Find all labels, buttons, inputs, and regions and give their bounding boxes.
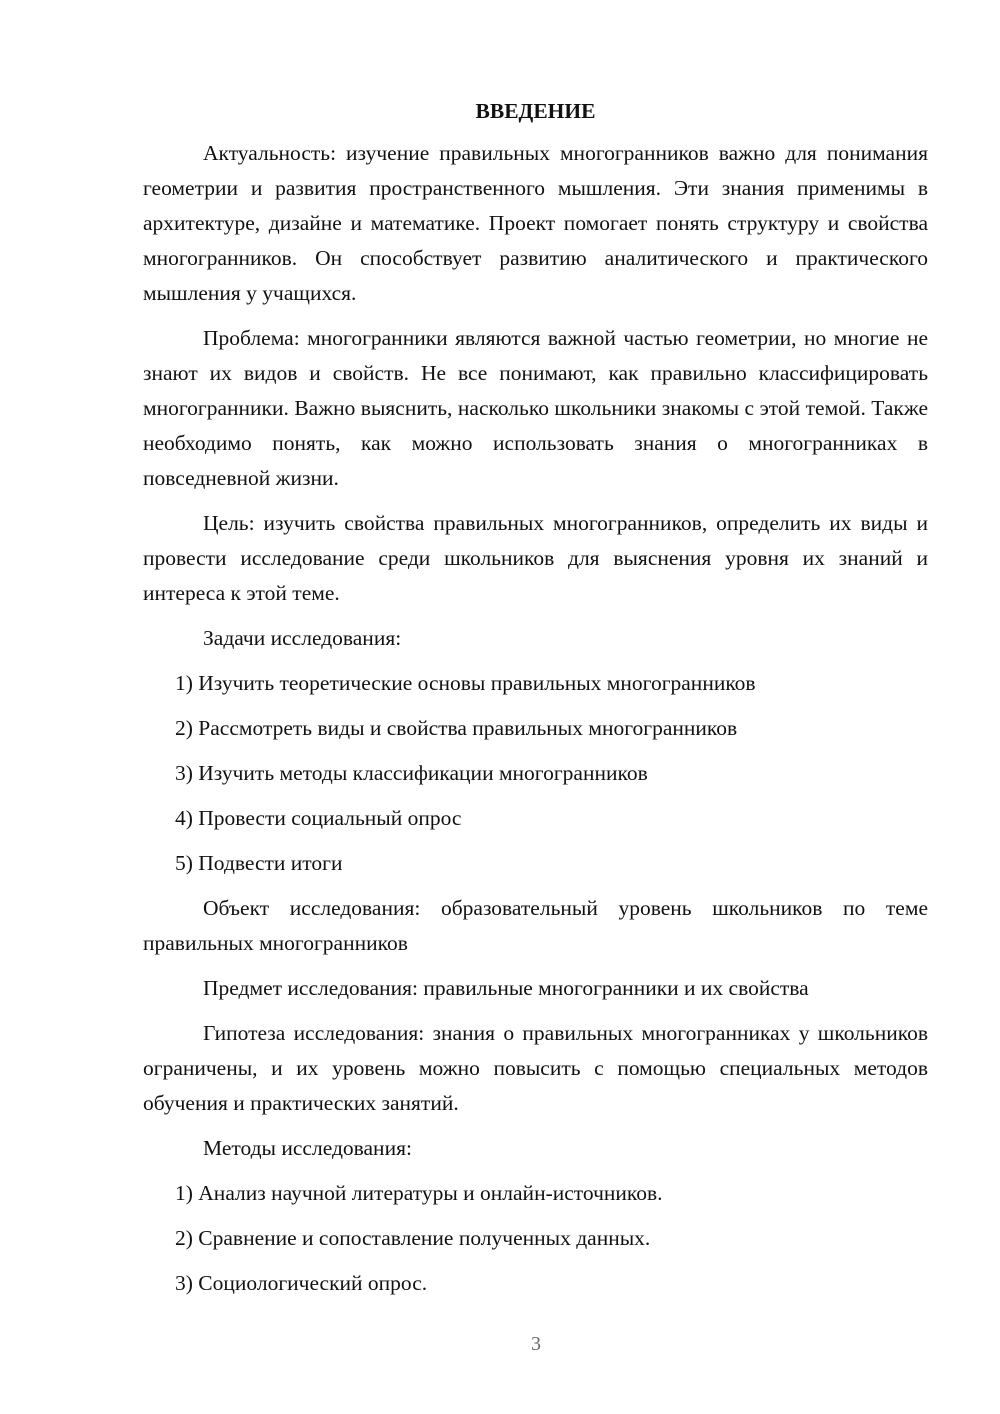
tasks-title: Задачи исследования: [203,626,402,650]
task-item: 3) Изучить методы классификации многогранников [175,761,648,785]
task-item: 5) Подвести итоги [175,851,343,875]
relevance-paragraph: Актуальность: изучение правильных многогранников важно для понимания геометрии и развития пространственного мышления. Эти знания применимы в архитектуре, дизайне и математике. Проект помогает понять структуру и свойства многогранников. Он способствует развитию аналитического и практического мышления у учащихся. [143,141,928,305]
task-item: 4) Провести социальный опрос [175,806,462,830]
method-item: 2) Сравнение и сопоставление полученных данных. [175,1226,651,1250]
methods-title: Методы исследования: [203,1136,412,1160]
methods-list [143,1176,928,1301]
task-item: 1) Изучить теоретические основы правильных многогранников [175,671,756,695]
hypothesis-paragraph: Гипотеза исследования: знания о правильных многогранниках у школьников ограничены, и их уровень можно повысить с помощью специальных методов обучения и практических занятий. [143,1021,928,1115]
problem-paragraph: Проблема: многогранники являются важной частью геометрии, но многие не знают их видов и свойств. Не все понимают, как правильно классифицировать многогранники. Важно выяснить, насколько школьники знакомы с этой темой. Также необходимо понять, как можно использовать знания о многогранниках в повседневной жизни. [143,326,928,490]
object-paragraph: Объект исследования: образовательный уровень школьников по теме правильных многогранников [143,896,928,955]
method-item: 3) Социологический опрос. [175,1271,428,1295]
document-page [143,96,928,1311]
page-number: 3 [531,1333,541,1355]
task-item: 2) Рассмотреть виды и свойства правильных многогранников [175,716,738,740]
section-heading: ВВЕДЕНИЕ [475,99,596,123]
subject-paragraph: Предмет исследования: правильные многогранники и их свойства [203,976,809,1000]
goal-paragraph: Цель: изучить свойства правильных многогранников, определить их виды и провести исследование среди школьников для выяснения уровня их знаний и интереса к этой теме. [143,511,928,605]
method-item: 1) Анализ научной литературы и онлайн-источников. [175,1181,663,1205]
tasks-list [143,666,928,881]
